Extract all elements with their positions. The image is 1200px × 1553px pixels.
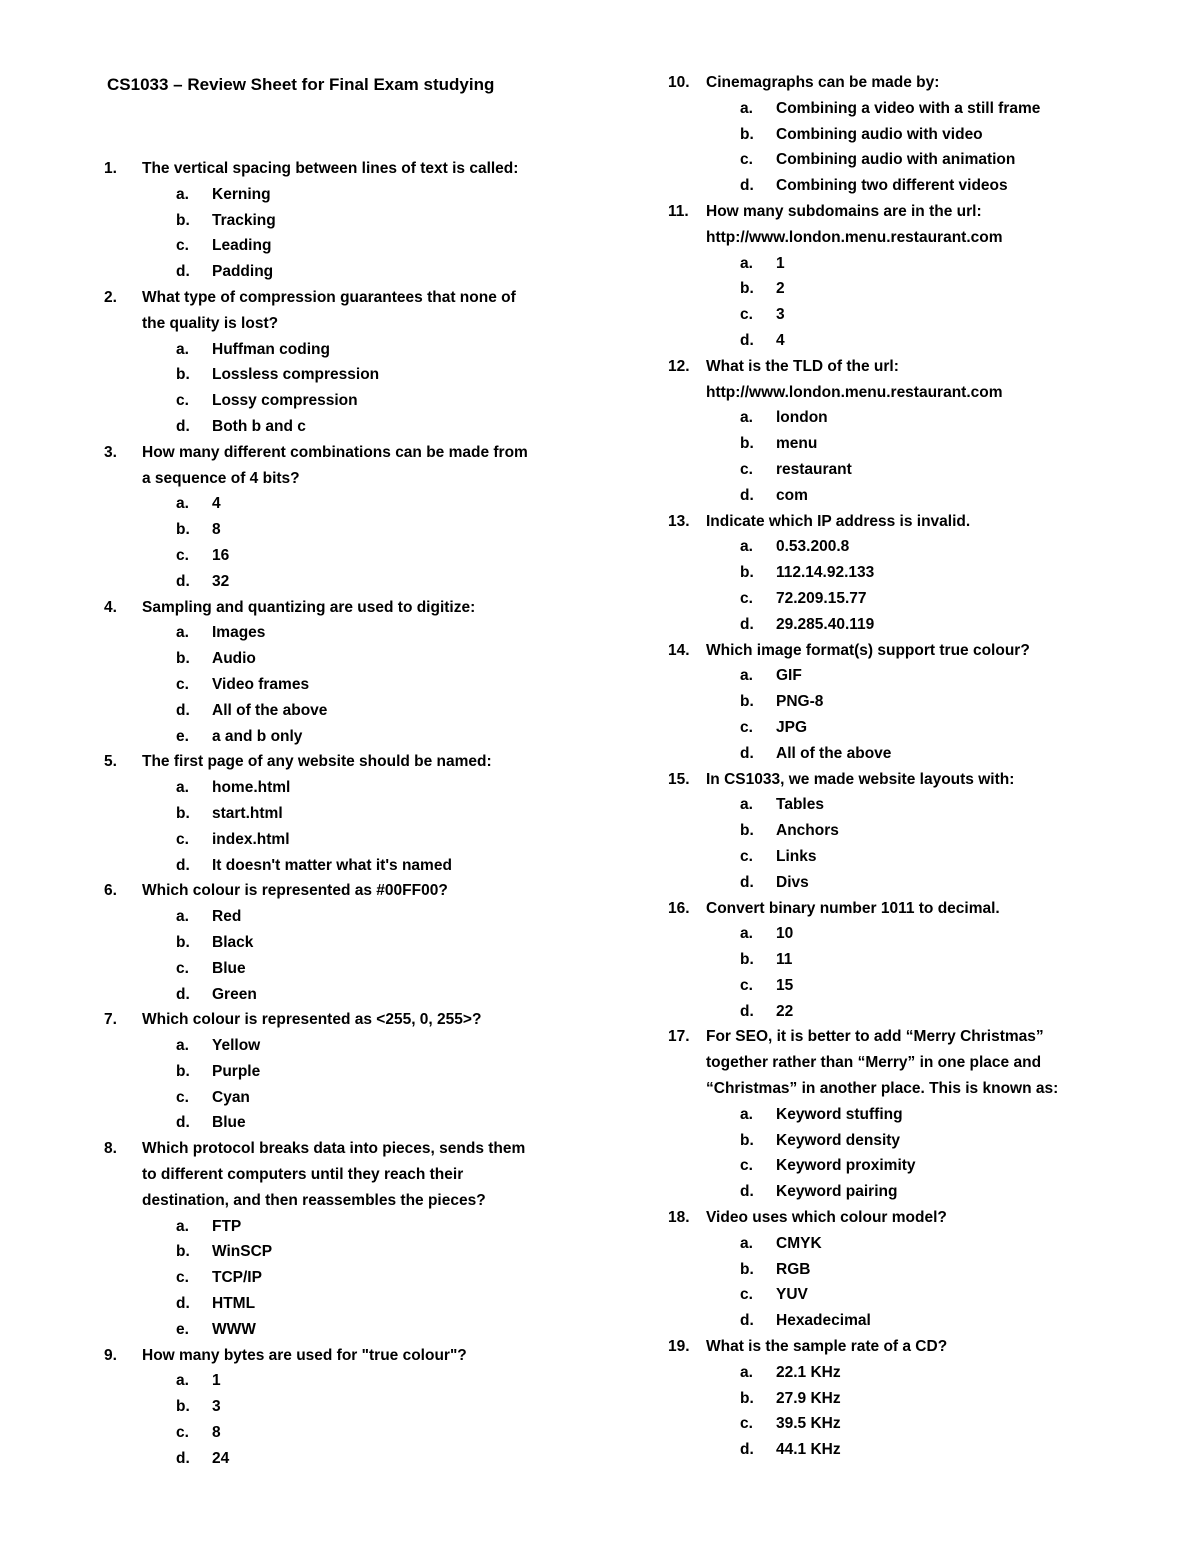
answer-option	[668, 1153, 1098, 1179]
option-text: Purple	[212, 1062, 261, 1080]
option-text: Anchors	[776, 822, 839, 840]
question-number: 17.	[668, 1028, 690, 1046]
answer-option	[668, 431, 1098, 457]
option-text: 3	[776, 306, 785, 324]
answer-option	[668, 1308, 1098, 1334]
question-text: Indicate which IP address is invalid.	[706, 512, 971, 530]
answer-option	[104, 904, 574, 930]
option-letter: d.	[176, 263, 190, 281]
option-letter: a.	[740, 254, 753, 272]
option-letter: a.	[176, 495, 189, 513]
option-letter: d.	[740, 1441, 754, 1459]
option-letter: c.	[740, 151, 753, 169]
answer-option	[104, 1420, 574, 1446]
option-letter: c.	[740, 306, 753, 324]
question-number: 18.	[668, 1209, 690, 1227]
answer-option	[668, 1437, 1098, 1463]
question-number: 9.	[104, 1346, 117, 1364]
question	[104, 1343, 574, 1369]
option-text: 10	[776, 925, 794, 943]
question-text: For SEO, it is better to add “Merry Christmas” together rather than “Merry” in one place and “Christmas” in another place. This is known as:	[706, 1028, 1059, 1098]
option-text: WWW	[212, 1320, 256, 1338]
option-text: home.html	[212, 779, 291, 797]
answer-option	[104, 620, 574, 646]
option-letter: a.	[176, 1372, 189, 1390]
question	[104, 878, 574, 904]
option-text: Leading	[212, 237, 272, 255]
answer-option	[104, 1394, 574, 1420]
option-letter: c.	[176, 1424, 189, 1442]
answer-option	[104, 775, 574, 801]
option-letter: c.	[740, 589, 753, 607]
option-text: 22	[776, 1002, 794, 1020]
option-letter: d.	[740, 1183, 754, 1201]
option-letter: a.	[740, 667, 753, 685]
answer-option	[104, 1446, 574, 1472]
question	[104, 440, 574, 492]
question-text: In CS1033, we made website layouts with:	[706, 770, 1015, 788]
option-text: Green	[212, 985, 257, 1003]
answer-option	[104, 1239, 574, 1265]
answer-option	[668, 973, 1098, 999]
option-letter: c.	[176, 1269, 189, 1287]
answer-option	[104, 646, 574, 672]
option-text: 15	[776, 976, 794, 994]
option-letter: c.	[740, 1286, 753, 1304]
option-letter: d.	[176, 1449, 190, 1467]
option-text: 112.14.92.133	[776, 564, 875, 582]
answer-option	[104, 724, 574, 750]
answer-option	[104, 414, 574, 440]
right-column	[668, 70, 1098, 1463]
question	[104, 749, 574, 775]
option-letter: c.	[740, 460, 753, 478]
answer-option	[668, 612, 1098, 638]
question	[668, 767, 1098, 793]
option-text: Keyword pairing	[776, 1183, 898, 1201]
answer-option	[668, 818, 1098, 844]
option-letter: a.	[176, 908, 189, 926]
option-text: TCP/IP	[212, 1269, 262, 1287]
question-text: Video uses which colour model?	[706, 1209, 947, 1227]
option-text: GIF	[776, 667, 802, 685]
option-text: Links	[776, 847, 817, 865]
answer-option	[668, 173, 1098, 199]
option-letter: d.	[740, 177, 754, 195]
option-letter: b.	[740, 564, 754, 582]
option-letter: d.	[740, 615, 754, 633]
answer-option	[104, 956, 574, 982]
option-letter: d.	[176, 572, 190, 590]
option-text: Kerning	[212, 185, 271, 203]
option-text: Divs	[776, 873, 809, 891]
answer-option	[668, 921, 1098, 947]
option-letter: c.	[176, 830, 189, 848]
question	[104, 595, 574, 621]
question-number: 3.	[104, 443, 117, 461]
question	[668, 638, 1098, 664]
answer-option	[104, 1033, 574, 1059]
question-number: 12.	[668, 357, 690, 375]
option-letter: b.	[740, 1260, 754, 1278]
question-text: The first page of any website should be named:	[142, 753, 492, 771]
answer-option	[104, 672, 574, 698]
option-text: Padding	[212, 263, 274, 281]
answer-option	[668, 586, 1098, 612]
option-letter: a.	[176, 340, 189, 358]
answer-option	[104, 1085, 574, 1111]
option-letter: d.	[176, 985, 190, 1003]
question	[668, 1024, 1098, 1101]
option-letter: b.	[740, 693, 754, 711]
option-text: Combining a video with a still frame	[776, 99, 1041, 117]
question-text: Cinemagraphs can be made by:	[706, 74, 940, 91]
answer-option	[668, 560, 1098, 586]
option-text: london	[776, 409, 828, 427]
option-text: Black	[212, 933, 254, 951]
option-letter: a.	[740, 796, 753, 814]
option-text: 4	[212, 495, 221, 513]
answer-option	[668, 1231, 1098, 1257]
option-letter: c.	[740, 976, 753, 994]
answer-option	[668, 534, 1098, 560]
question	[104, 1007, 574, 1033]
option-text: Blue	[212, 1114, 246, 1132]
question-number: 7.	[104, 1011, 117, 1029]
answer-option	[668, 457, 1098, 483]
option-letter: d.	[176, 1295, 190, 1313]
answer-option	[668, 122, 1098, 148]
option-letter: b.	[176, 650, 190, 668]
option-text: 24	[212, 1449, 230, 1467]
option-text: 2	[776, 280, 785, 298]
option-letter: b.	[176, 1243, 190, 1261]
option-text: a and b only	[212, 727, 303, 745]
option-letter: c.	[176, 237, 189, 255]
answer-option	[104, 569, 574, 595]
option-text: Combining audio with video	[776, 125, 983, 143]
option-text: Huffman coding	[212, 340, 330, 358]
question-number: 15.	[668, 770, 690, 788]
answer-option	[104, 801, 574, 827]
option-text: 1	[212, 1372, 221, 1390]
option-text: WinSCP	[212, 1243, 273, 1261]
option-text: restaurant	[776, 460, 852, 478]
option-text: 32	[212, 572, 230, 590]
option-letter: b.	[740, 1389, 754, 1407]
option-letter: a.	[740, 409, 753, 427]
option-text: 4	[776, 331, 785, 349]
question-number: 4.	[104, 598, 117, 616]
option-text: All of the above	[212, 701, 328, 719]
option-text: Keyword density	[776, 1131, 901, 1149]
answer-option	[668, 715, 1098, 741]
option-text: Images	[212, 624, 266, 642]
question-text: Which protocol breaks data into pieces, sends them to different computers until they reach their destination, and then reassembles the pieces?	[142, 1140, 526, 1209]
document-title: CS1033 – Review Sheet for Final Exam studying	[107, 75, 495, 94]
answer-option	[104, 1368, 574, 1394]
question-text: What type of compression guarantees that none of the quality is lost?	[142, 288, 516, 332]
option-text: menu	[776, 435, 818, 453]
answer-option	[668, 1360, 1098, 1386]
option-text: Audio	[212, 650, 256, 668]
option-letter: d.	[740, 1002, 754, 1020]
option-text: 72.209.15.77	[776, 589, 867, 607]
option-text: It doesn't matter what it's named	[212, 856, 452, 874]
answer-option	[104, 388, 574, 414]
option-text: JPG	[776, 718, 808, 736]
option-text: 3	[212, 1398, 221, 1416]
answer-option	[668, 328, 1098, 354]
option-letter: b.	[176, 804, 190, 822]
answer-option	[668, 251, 1098, 277]
answer-option	[668, 741, 1098, 767]
option-letter: b.	[176, 933, 190, 951]
question-number: 14.	[668, 641, 690, 659]
option-letter: a.	[176, 1037, 189, 1055]
answer-option	[104, 853, 574, 879]
option-letter: c.	[740, 718, 753, 736]
answer-option	[668, 483, 1098, 509]
option-letter: a.	[740, 1363, 753, 1381]
answer-option	[104, 233, 574, 259]
option-letter: c.	[176, 675, 189, 693]
question	[668, 199, 1098, 251]
option-text: Cyan	[212, 1088, 250, 1106]
option-letter: b.	[176, 1062, 190, 1080]
option-text: Combining audio with animation	[776, 151, 1016, 169]
option-text: 11	[776, 951, 793, 969]
option-letter: d.	[740, 331, 754, 349]
question-number: 19.	[668, 1338, 690, 1356]
option-letter: c.	[740, 847, 753, 865]
question-text: What is the TLD of the url: http://www.london.menu.restaurant.com	[706, 357, 1003, 401]
question-text: Which image format(s) support true colour?	[706, 641, 1030, 659]
option-letter: d.	[740, 873, 754, 891]
question-text: The vertical spacing between lines of text is called:	[142, 160, 519, 177]
option-text: start.html	[212, 804, 283, 822]
option-text: FTP	[212, 1217, 242, 1235]
answer-option	[668, 1128, 1098, 1154]
question-number: 5.	[104, 753, 117, 771]
option-letter: b.	[740, 822, 754, 840]
option-letter: b.	[176, 211, 190, 229]
option-letter: d.	[740, 486, 754, 504]
question-text: What is the sample rate of a CD?	[706, 1338, 948, 1356]
question-number: 10.	[668, 74, 690, 91]
answer-option	[104, 491, 574, 517]
option-text: 0.53.200.8	[776, 538, 850, 556]
answer-option	[104, 827, 574, 853]
option-letter: a.	[740, 1234, 753, 1252]
option-text: Lossless compression	[212, 366, 380, 384]
option-text: CMYK	[776, 1234, 822, 1252]
answer-option	[668, 96, 1098, 122]
option-text: Tracking	[212, 211, 276, 229]
answer-option	[104, 208, 574, 234]
question	[104, 156, 574, 182]
answer-option	[104, 517, 574, 543]
answer-option	[668, 405, 1098, 431]
option-letter: b.	[740, 951, 754, 969]
answer-option	[668, 689, 1098, 715]
option-text: Video frames	[212, 675, 310, 693]
option-letter: b.	[740, 1131, 754, 1149]
answer-option	[668, 1282, 1098, 1308]
question-text: How many different combinations can be made from a sequence of 4 bits?	[142, 443, 528, 487]
question-text: Which colour is represented as #00FF00?	[142, 882, 448, 900]
question	[104, 1136, 574, 1213]
option-letter: d.	[740, 744, 754, 762]
option-letter: a.	[740, 1105, 753, 1123]
answer-option	[104, 1291, 574, 1317]
question-number: 13.	[668, 512, 690, 530]
option-letter: e.	[176, 727, 189, 745]
option-letter: b.	[176, 366, 190, 384]
question-text: How many subdomains are in the url: http://www.london.menu.restaurant.com	[706, 202, 1003, 246]
option-text: Red	[212, 908, 242, 926]
option-text: 8	[212, 521, 221, 539]
answer-option	[668, 1386, 1098, 1412]
answer-option	[104, 1317, 574, 1343]
answer-option	[104, 259, 574, 285]
answer-option	[104, 1110, 574, 1136]
answer-option	[668, 147, 1098, 173]
option-text: 39.5 KHz	[776, 1415, 841, 1433]
option-letter: a.	[176, 1217, 189, 1235]
option-letter: c.	[740, 1415, 753, 1433]
option-letter: d.	[176, 701, 190, 719]
answer-option	[104, 337, 574, 363]
option-text: Hexadecimal	[776, 1312, 871, 1330]
option-text: Lossy compression	[212, 392, 358, 410]
answer-option	[104, 362, 574, 388]
question	[668, 70, 1098, 96]
option-text: 16	[212, 546, 230, 564]
question-number: 1.	[104, 160, 117, 177]
option-letter: a.	[740, 99, 753, 117]
question-text: Which colour is represented as <255, 0, 255>?	[142, 1011, 482, 1029]
question-number: 6.	[104, 882, 117, 900]
option-letter: b.	[740, 125, 754, 143]
option-letter: d.	[176, 856, 190, 874]
question	[104, 285, 574, 337]
question-text: How many bytes are used for "true colour"?	[142, 1346, 467, 1364]
question	[668, 354, 1098, 406]
option-text: All of the above	[776, 744, 892, 762]
option-text: RGB	[776, 1260, 811, 1278]
option-text: Both b and c	[212, 417, 306, 435]
answer-option	[668, 792, 1098, 818]
answer-option	[104, 1265, 574, 1291]
question-text: Sampling and quantizing are used to digitize:	[142, 598, 476, 616]
answer-option	[104, 930, 574, 956]
option-text: Blue	[212, 959, 246, 977]
question	[668, 1334, 1098, 1360]
answer-option	[668, 276, 1098, 302]
option-letter: c.	[176, 546, 189, 564]
question-number: 2.	[104, 288, 117, 306]
option-letter: b.	[740, 435, 754, 453]
question-text: Convert binary number 1011 to decimal.	[706, 899, 1000, 917]
left-column	[104, 156, 574, 1472]
answer-option	[668, 663, 1098, 689]
question	[668, 509, 1098, 535]
option-letter: b.	[176, 1398, 190, 1416]
answer-option	[104, 182, 574, 208]
answer-option	[668, 1411, 1098, 1437]
option-text: 22.1 KHz	[776, 1363, 841, 1381]
answer-option	[668, 1257, 1098, 1283]
answer-option	[104, 982, 574, 1008]
answer-option	[668, 947, 1098, 973]
option-text: Yellow	[212, 1037, 261, 1055]
option-letter: a.	[176, 779, 189, 797]
option-letter: d.	[176, 1114, 190, 1132]
answer-option	[668, 870, 1098, 896]
option-text: YUV	[776, 1286, 808, 1304]
option-letter: a.	[740, 538, 753, 556]
option-letter: c.	[176, 392, 189, 410]
option-letter: d.	[740, 1312, 754, 1330]
option-letter: c.	[176, 959, 189, 977]
option-letter: c.	[740, 1157, 753, 1175]
answer-option	[104, 1214, 574, 1240]
option-letter: a.	[176, 624, 189, 642]
answer-option	[104, 698, 574, 724]
option-letter: d.	[176, 417, 190, 435]
option-text: HTML	[212, 1295, 256, 1313]
option-letter: b.	[740, 280, 754, 298]
answer-option	[668, 1179, 1098, 1205]
option-letter: a.	[176, 185, 189, 203]
option-text: 27.9 KHz	[776, 1389, 841, 1407]
question-number: 11.	[668, 202, 689, 220]
option-text: com	[776, 486, 808, 504]
option-text: 8	[212, 1424, 221, 1442]
question-number: 16.	[668, 899, 690, 917]
option-text: Keyword proximity	[776, 1157, 916, 1175]
option-letter: e.	[176, 1320, 189, 1338]
answer-option	[104, 543, 574, 569]
answer-option	[668, 302, 1098, 328]
option-text: Combining two different videos	[776, 177, 1008, 195]
option-text: 44.1 KHz	[776, 1441, 841, 1459]
option-text: PNG-8	[776, 693, 824, 711]
answer-option	[104, 1059, 574, 1085]
question	[668, 896, 1098, 922]
option-text: Keyword stuffing	[776, 1105, 903, 1123]
option-letter: a.	[740, 925, 753, 943]
answer-option	[668, 999, 1098, 1025]
answer-option	[668, 1102, 1098, 1128]
question-number: 8.	[104, 1140, 117, 1158]
option-text: Tables	[776, 796, 824, 814]
option-letter: b.	[176, 521, 190, 539]
option-text: 29.285.40.119	[776, 615, 875, 633]
question	[668, 1205, 1098, 1231]
option-text: index.html	[212, 830, 290, 848]
option-text: 1	[776, 254, 785, 272]
option-letter: c.	[176, 1088, 189, 1106]
answer-option	[668, 844, 1098, 870]
